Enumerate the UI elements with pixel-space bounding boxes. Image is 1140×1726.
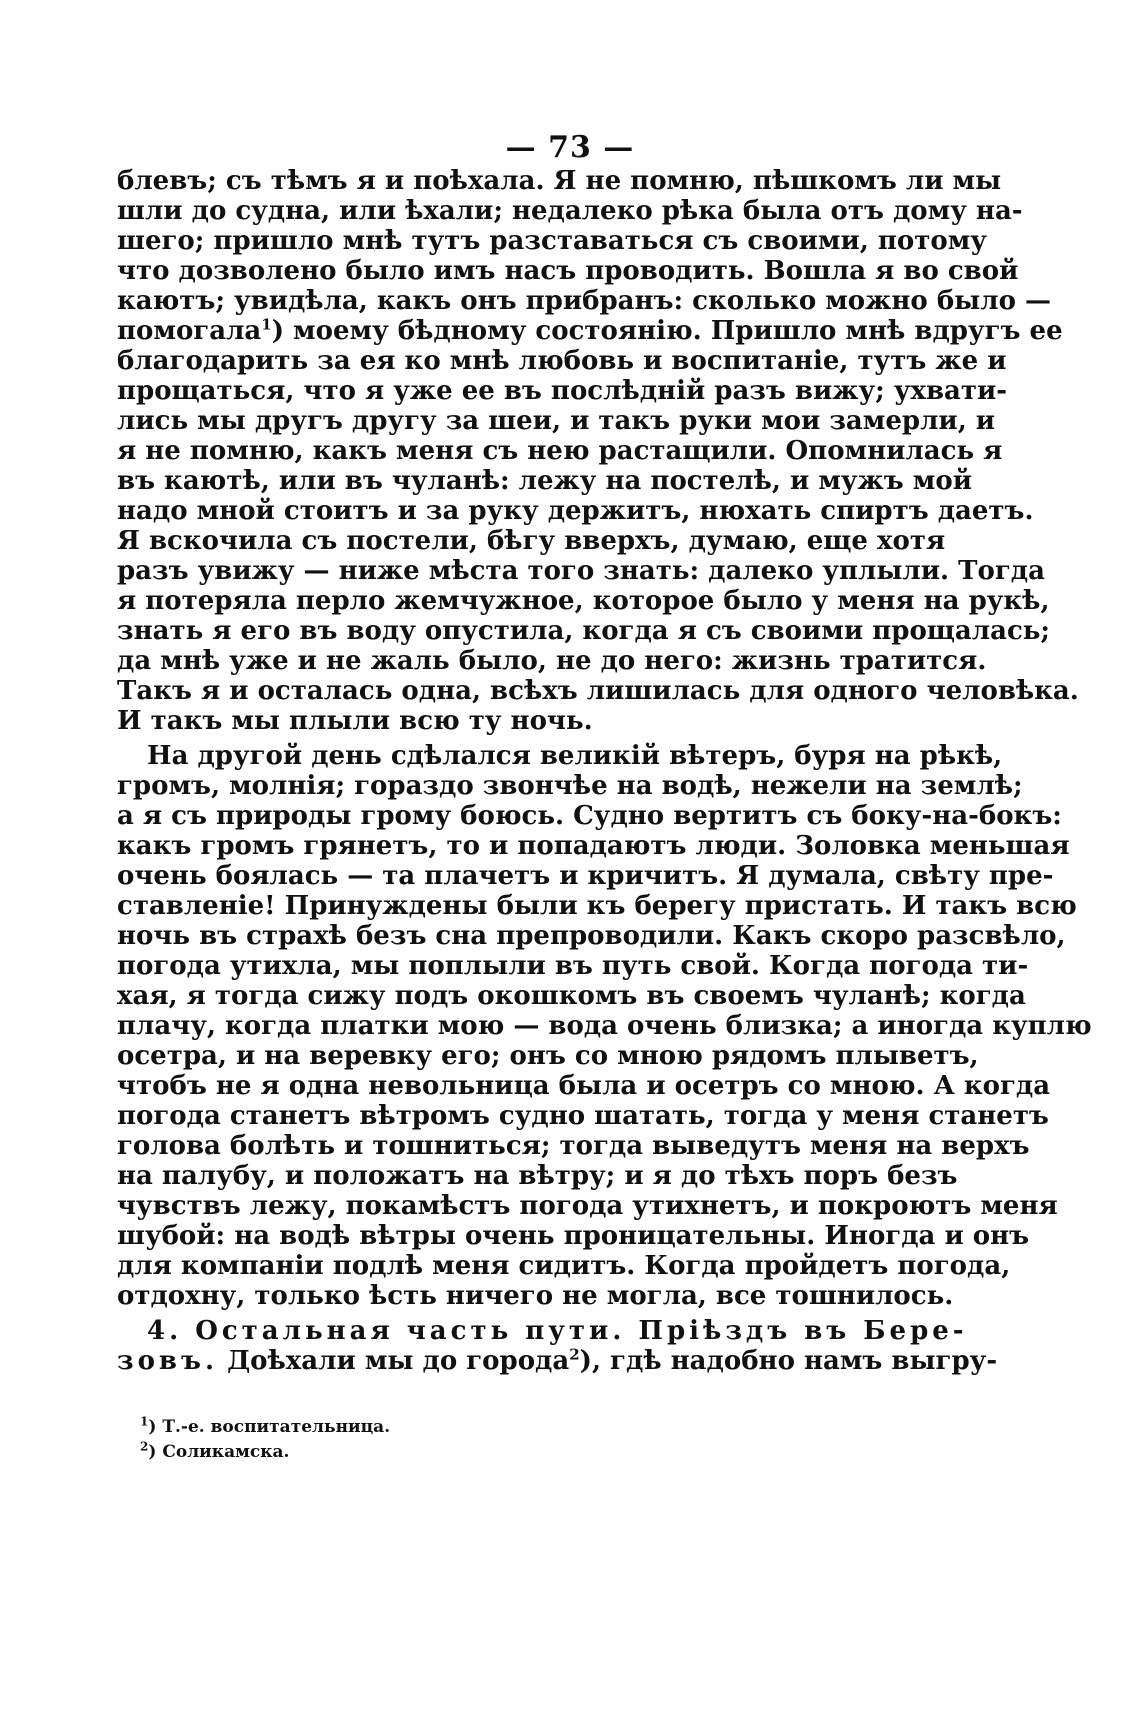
text-line: благодарить за ея ко мнѣ любовь и воспитаніе, тутъ же и: [117, 346, 1007, 376]
page-number: — 73 —: [505, 130, 635, 165]
text-line: надо мной стоитъ и за руку держитъ, нюхать спиртъ даетъ.: [117, 496, 1034, 526]
text-line: шего; пришло мнѣ тутъ разставаться съ своими, потому: [117, 226, 987, 256]
section-heading-line: 4. Остальная часть пути. Пріѣздъ въ Бере-: [147, 1316, 968, 1346]
footnote-text: ) Соликамска.: [148, 1442, 290, 1462]
section-heading-fragment: зовъ.: [117, 1346, 218, 1376]
text-line: чтобъ не я одна невольница была и осетръ со мною. А когда: [117, 1071, 1051, 1101]
text-line: Я вскочила съ постели, бѣгу вверхъ, думаю, еще хотя: [117, 526, 946, 556]
text-line: ставленіе! Принуждены были къ берегу пристать. И такъ всю: [117, 891, 1077, 921]
text-line: шубой: на водѣ вѣтры очень проницательны. Иногда и онъ: [117, 1221, 1030, 1251]
text-line: [117, 1345, 998, 1378]
footnote-text: ) Т.-е. воспитательница.: [148, 1417, 391, 1437]
text-fragment: помогала: [117, 316, 262, 346]
text-line: громъ, молнія; гораздо звончѣе на водѣ, нежели на землѣ;: [117, 771, 1023, 801]
text-line: на палубу, и положатъ на вѣтру; и я до тѣхъ поръ безъ: [117, 1161, 958, 1191]
text-line: а я съ природы грому боюсь. Судно вертитъ съ боку-на-бокъ:: [117, 801, 1062, 831]
text-line: да мнѣ уже и не жаль было, не до него: жизнь тратится.: [117, 646, 987, 676]
text-line: ночь въ страхѣ безъ сна препроводили. Какъ скоро разсвѣло,: [117, 921, 1066, 951]
text-line: прощаться, что я уже ее въ послѣдній разъ вижу; ухвати-: [117, 376, 1008, 406]
footnote-ref: 2: [569, 1345, 580, 1364]
text-line: разъ увижу — ниже мѣста того знать: далеко уплыли. Тогда: [117, 556, 1045, 586]
text-line: хая, я тогда сижу подъ окошкомъ въ своемъ чуланѣ; когда: [117, 981, 1026, 1011]
footnote-mark: 1: [140, 1414, 149, 1429]
text-line: каютъ; увидѣла, какъ онъ прибранъ: сколько можно было —: [117, 286, 1051, 316]
footnote-mark: 2: [140, 1439, 149, 1454]
text-line: [117, 315, 1063, 348]
text-line: Такъ я и осталась одна, всѣхъ лишилась для одного человѣка.: [117, 676, 1079, 706]
text-fragment: Доѣхали мы до города: [227, 1346, 570, 1376]
text-line: И такъ мы плыли всю ту ночь.: [117, 706, 593, 736]
text-line: я не помню, какъ меня съ нею растащили. Опомнилась я: [117, 436, 1003, 466]
text-line: шли до судна, или ѣхали; недалеко рѣка была отъ дому на-: [117, 196, 1023, 226]
text-line: какъ громъ грянетъ, то и попадаютъ люди. Золовка меньшая: [117, 831, 1070, 861]
text-line: голова болѣть и тошниться; тогда выведутъ меня на верхъ: [117, 1131, 1030, 1161]
footnote-ref: 1: [261, 315, 272, 334]
text-line: знать я его въ воду опустила, когда я съ своими прощалась;: [117, 616, 1051, 646]
text-line: плачу, когда платки мою — вода очень близка; а иногда куплю: [117, 1011, 1092, 1041]
text-line: осетра, и на веревку его; онъ со мною рядомъ плыветъ,: [117, 1041, 979, 1071]
text-line: лись мы другъ другу за шеи, и такъ руки мои замерли, и: [117, 406, 996, 436]
text-line: погода станетъ вѣтромъ судно шатать, тогда у меня станетъ: [117, 1101, 1049, 1131]
text-line: что дозволено было имъ насъ проводить. Вошла я во свой: [117, 256, 1019, 286]
text-line: На другой день сдѣлался великій вѣтеръ, буря на рѣкѣ,: [147, 741, 1003, 771]
text-line: блевъ; съ тѣмъ я и поѣхала. Я не помню, пѣшкомъ ли мы: [117, 166, 1002, 196]
text-line: очень боялась — та плачетъ и кричитъ. Я думала, свѣту пре-: [117, 861, 1054, 891]
text-line: для компаніи подлѣ меня сидитъ. Когда пройдетъ погода,: [117, 1251, 1011, 1281]
text-fragment: ), гдѣ надобно намъ выгру-: [579, 1346, 998, 1376]
text-fragment: ) моему бѣдному состоянію. Пришло мнѣ вдругъ ее: [271, 316, 1063, 346]
text-line: я потеряла перло жемчужное, которое было у меня на рукѣ,: [117, 586, 1050, 616]
footnote: [140, 1439, 290, 1462]
text-line: чувствъ лежу, покамѣстъ погода утихнетъ, и покроютъ меня: [117, 1191, 1058, 1221]
footnote: [140, 1414, 391, 1437]
text-line: въ каютѣ, или въ чуланѣ: лежу на постелѣ, и мужъ мой: [117, 466, 973, 496]
text-line: погода утихла, мы поплыли въ путь свой. Когда погода ти-: [117, 951, 1029, 981]
text-line: отдохну, только ѣсть ничего не могла, все тошнилось.: [117, 1281, 954, 1311]
